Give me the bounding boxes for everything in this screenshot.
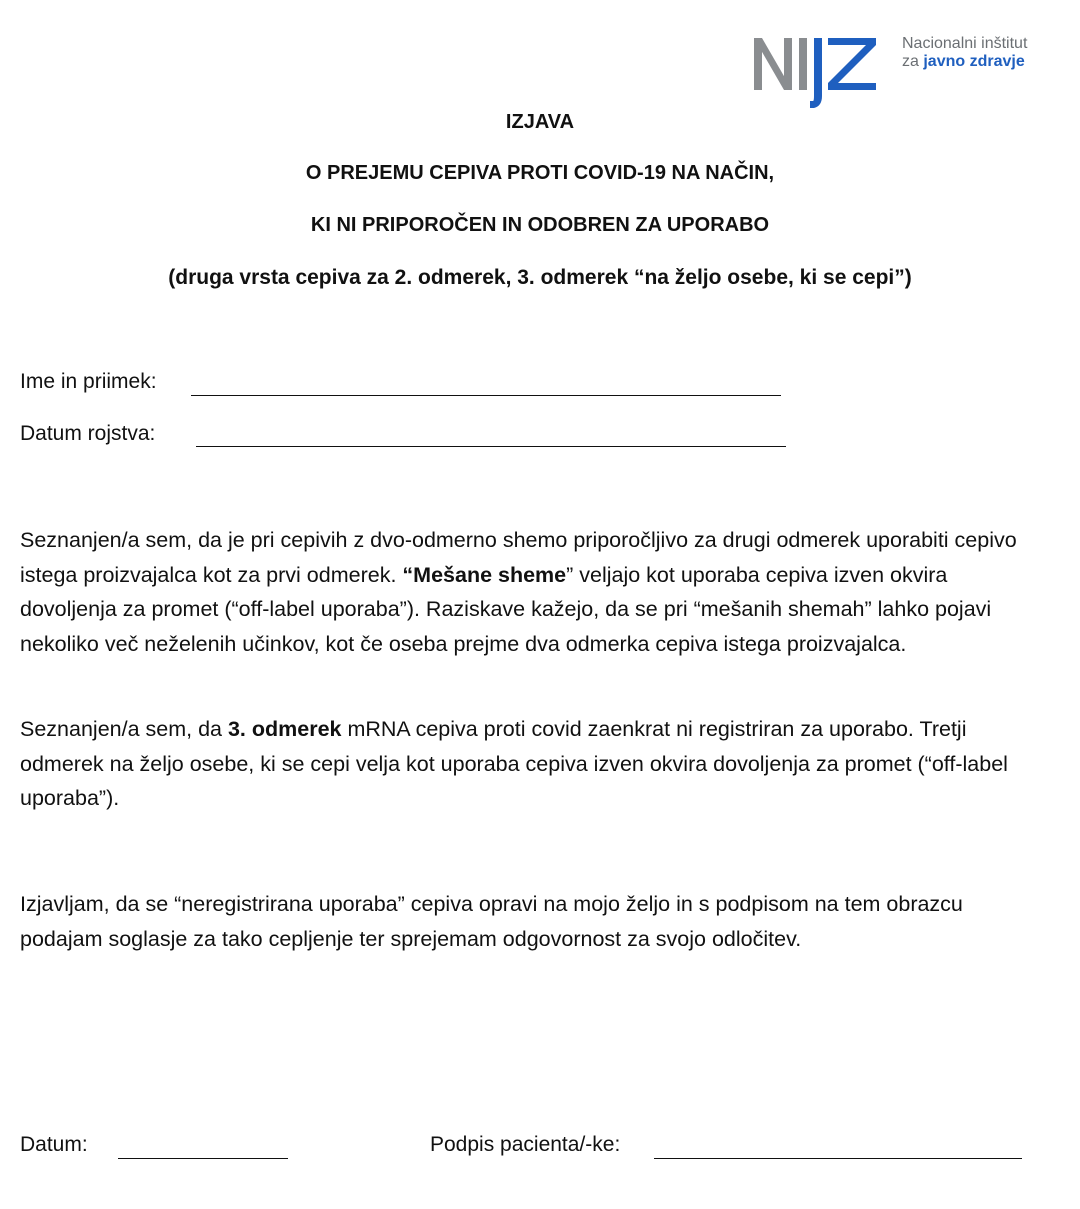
p2-text-pre: Seznanjen/a sem, da [20,717,228,741]
date-label: Datum: [20,1133,88,1156]
nijz-logo-mark [752,32,892,112]
paragraph-third-dose [20,712,1040,816]
name-label: Ime in priimek: [20,370,157,393]
p2-text-post: mRNA cepiva proti covid zaenkrat ni registriran za uporabo. Tretji odmerek na željo osebe, ki se cepi velja kot uporaba cepiva izven okvira dovoljenja za promet (“off-label uporaba”). [20,717,1008,810]
p1-text-pre: Seznanjen/a sem, da je pri cepivih z dvo-odmerno shemo priporočljivo za drugi odmerek uporabiti cepivo istega proizvajalca kot za prvi odmerek. [20,528,1017,587]
date-input-line[interactable] [118,1158,288,1159]
logo-caption [902,35,1027,71]
p2-text-bold: 3. odmerek [227,717,342,741]
p1-text-post: ” veljajo kot uporaba cepiva izven okvira dovoljenja za promet (“off-label uporaba”). Raziskave kažejo, da se pri “mešanih shemah” lahko pojavi nekoliko več neželenih učinkov, kot če oseba prejme dva odmerka cepiva istega proizvajalca. [20,562,992,656]
logo-line2-accent: javno zdravje [923,53,1025,70]
signature-label: Podpis pacienta/-ke: [430,1133,621,1156]
birth-date-input-line[interactable] [196,446,786,447]
birth-date-label: Datum rojstva: [20,422,156,445]
p1-text-bold: “Mešane sheme [402,562,567,587]
logo-line2 [902,53,1027,71]
name-input-line[interactable] [191,395,781,396]
document-title: IZJAVA [505,111,575,133]
nijz-logo [752,32,1052,112]
document-subtitle-3: (druga vrsta cepiva za 2. odmerek, 3. odmerek “na željo osebe, ki se cepi”) [168,266,912,289]
logo-line2-prefix: za [902,53,919,70]
logo-line1: Nacionalni inštitut [902,35,1028,52]
signature-input-line[interactable] [654,1158,1022,1159]
document-subtitle-1: O PREJEMU CEPIVA PROTI COVID-19 NA NAČIN, [305,162,775,184]
paragraph-mixed-schemes [20,523,1040,661]
paragraph-declaration: Izjavljam, da se “neregistrirana uporaba” cepiva opravi na mojo željo in s podpisom na tem obrazcu podajam soglasje za tako cepljenje ter sprejemam odgovornost za svojo odločitev. [20,892,963,951]
document-subtitle-2: KI NI PRIPOROČEN IN ODOBREN ZA UPORABO [310,214,770,236]
